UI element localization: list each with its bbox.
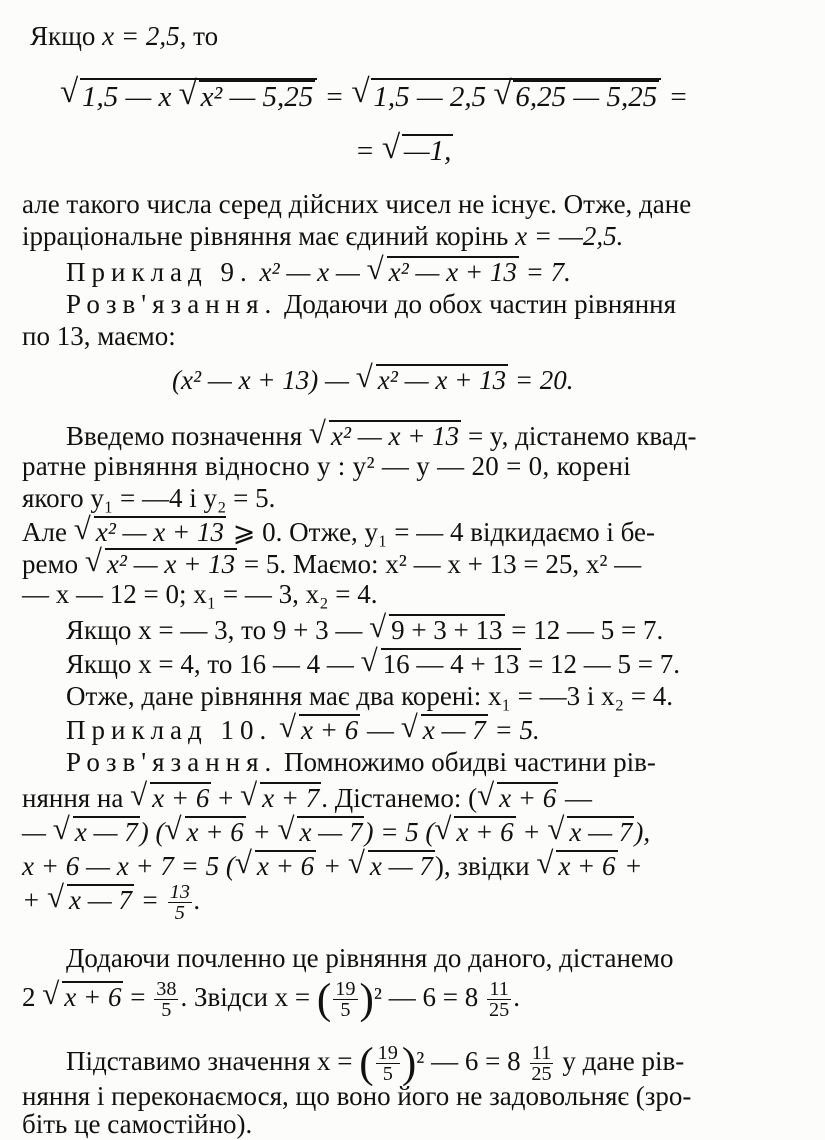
math: = bbox=[355, 135, 375, 167]
numerator: 11 bbox=[531, 1042, 552, 1065]
line-12: якого y₁ = —4 і y₂ = 5. bbox=[22, 483, 276, 513]
radical: √ x + 6 bbox=[477, 777, 557, 813]
radical: √ x — 7 bbox=[400, 709, 486, 745]
solution-label: Розв'язання. bbox=[66, 289, 278, 319]
paren-open: ( bbox=[316, 976, 332, 1023]
text: Помножимо обидві частини рів- bbox=[284, 747, 656, 777]
text: = y, дістанемо квад- bbox=[467, 421, 697, 451]
math: x — 7 bbox=[68, 884, 132, 915]
line-15: — x — 12 = 0; x₁ = — 3, x₂ = 4. bbox=[22, 579, 378, 609]
math: = 5. bbox=[494, 715, 540, 745]
line-5 bbox=[22, 222, 623, 252]
math: x + 6 bbox=[558, 851, 616, 881]
fraction bbox=[376, 1043, 400, 1085]
paren-close: ) bbox=[359, 976, 374, 1023]
math: x = 2,5, bbox=[102, 21, 187, 51]
math: — bbox=[366, 715, 394, 745]
math: 1,5 — x bbox=[82, 81, 172, 113]
denominator: 5 bbox=[340, 999, 351, 1022]
radical: √ x — 7 bbox=[547, 811, 633, 847]
example-label: Приклад 9. bbox=[66, 257, 253, 287]
line-25: Додаючи почленно це рівняння до даного, дістанемо bbox=[66, 943, 674, 973]
text: няння на bbox=[22, 783, 124, 813]
math: ), bbox=[634, 817, 651, 847]
text: ремо bbox=[22, 549, 79, 579]
line-4: але такого числа серед дійсних чисел не існує. Отже, дане bbox=[22, 189, 692, 219]
math: — bbox=[565, 783, 593, 813]
fraction bbox=[487, 979, 511, 1021]
radical: √ 1,5 — 2,5 √ 6,25 — 5,25 = bbox=[351, 73, 689, 113]
math: —1, bbox=[403, 135, 452, 167]
radical: √ —1, bbox=[381, 129, 452, 167]
math: = bbox=[324, 81, 345, 113]
numerator: 19 bbox=[335, 978, 356, 1001]
line-2-formula bbox=[60, 73, 689, 114]
text: ірраціональне рівняння має єдиний корінь bbox=[22, 221, 509, 251]
math: = bbox=[140, 884, 159, 915]
fraction bbox=[154, 979, 178, 1021]
line-6-example-9 bbox=[66, 251, 571, 288]
math: x + 6 bbox=[301, 715, 359, 745]
math: x + 6 bbox=[152, 783, 210, 813]
radical: √ x + 6 bbox=[279, 709, 359, 745]
radical: √ x² — x + 13 bbox=[308, 415, 460, 451]
math: x — 7 bbox=[369, 851, 433, 881]
line-26 bbox=[22, 976, 520, 1024]
math: . bbox=[513, 981, 520, 1012]
line-11: ратне рівняння відносно y : y² — y — 20 = 0, корені bbox=[22, 451, 632, 481]
radical: √ 9 + 3 + 13 bbox=[369, 609, 503, 645]
radical: √ x + 7 bbox=[240, 777, 320, 813]
line-10 bbox=[66, 415, 697, 452]
text: Підставимо значення x = bbox=[66, 1045, 353, 1076]
radical: √ x² — x + 13 bbox=[366, 251, 517, 287]
line-19-example-10 bbox=[66, 709, 540, 746]
line-1 bbox=[30, 22, 218, 52]
text: . Звідси x = bbox=[180, 981, 311, 1012]
math: x — 7 bbox=[74, 817, 138, 847]
numerator: 13 bbox=[169, 881, 190, 903]
line-20 bbox=[66, 748, 656, 778]
text: Якщо x = — 3, то 9 + 3 — bbox=[66, 615, 363, 645]
text: Якщо x = 4, то 16 — 4 — bbox=[66, 649, 354, 679]
math: (x² — x + 13) — bbox=[172, 365, 350, 395]
math: = 7. bbox=[525, 257, 571, 287]
radical: √ x² — x + 13 bbox=[355, 359, 507, 395]
math: 6,25 — 5,25 bbox=[515, 81, 658, 113]
math: + bbox=[624, 851, 643, 881]
text: Введемо позначення bbox=[66, 421, 303, 451]
paren-close: ) bbox=[401, 1040, 417, 1087]
line-21 bbox=[22, 777, 593, 814]
numerator: 11 bbox=[489, 978, 509, 1001]
line-9-formula bbox=[172, 359, 574, 396]
numerator: 19 bbox=[377, 1042, 398, 1065]
radical: √ x² — x + 13 bbox=[73, 511, 225, 547]
solution-label: Розв'язання. bbox=[66, 747, 278, 777]
line-8: по 13, маємо: bbox=[22, 321, 176, 351]
math: x + 6 bbox=[499, 783, 557, 813]
line-14 bbox=[22, 543, 642, 580]
math: + bbox=[218, 783, 234, 813]
line-24 bbox=[22, 878, 201, 925]
denominator: 25 bbox=[531, 1063, 552, 1086]
radical: √ x + 6 bbox=[130, 777, 210, 813]
math: x + 6 bbox=[186, 817, 244, 847]
math: x — 7 bbox=[422, 715, 486, 745]
fraction bbox=[333, 979, 357, 1021]
text: = 12 — 5 = 7. bbox=[511, 615, 664, 645]
text: то bbox=[193, 21, 219, 51]
math: x² — x + 13 bbox=[330, 421, 460, 451]
math: ² — 6 = 8 bbox=[416, 1045, 521, 1076]
line-29: біть це самостійно). bbox=[22, 1109, 253, 1139]
radical: √ x + 6 bbox=[434, 811, 514, 847]
math: + bbox=[22, 884, 41, 915]
math: x² — x + 13 bbox=[388, 257, 517, 287]
text: ), звідки bbox=[434, 851, 530, 881]
math: x = —2,5. bbox=[515, 221, 624, 251]
math: x² — x + 13 bbox=[95, 517, 225, 547]
line-22 bbox=[22, 811, 651, 848]
math: 16 — 4 + 13 bbox=[382, 649, 520, 679]
math: x + 6 bbox=[64, 981, 122, 1012]
math: x + 6 bbox=[456, 817, 514, 847]
math: x² — x + 13 bbox=[377, 365, 507, 395]
radical: √ x — 7 bbox=[52, 811, 138, 847]
fraction bbox=[168, 882, 192, 924]
math: x + 7 bbox=[262, 783, 320, 813]
example-label: Приклад 10. bbox=[66, 715, 273, 745]
radical: √ x² — x + 13 bbox=[84, 543, 236, 579]
line-28: няння і переконаємося, що воно його не задовольняє (зро- bbox=[22, 1081, 692, 1111]
text: = 12 — 5 = 7. bbox=[528, 649, 681, 679]
math: x + 6 bbox=[256, 851, 315, 881]
math: ) = 5 ( bbox=[364, 817, 435, 847]
line-3-formula bbox=[355, 129, 453, 168]
radical: √ x + 6 bbox=[234, 845, 315, 881]
text: = 5. Маємо: x² — x + 13 = 25, x² — bbox=[243, 549, 642, 579]
text: ⩾ 0. Отже, y₁ = — 4 відкидаємо і бе- bbox=[232, 517, 655, 547]
radical: √ x + 6 bbox=[164, 811, 244, 847]
text: у дане рів- bbox=[562, 1045, 685, 1076]
denominator: 25 bbox=[489, 999, 510, 1022]
math: + bbox=[522, 817, 541, 847]
text: Але bbox=[22, 517, 67, 547]
radical: √ x + 6 bbox=[536, 845, 616, 881]
text: . Дістанемо: ( bbox=[321, 783, 478, 813]
paren-open: ( bbox=[359, 1040, 374, 1087]
denominator: 5 bbox=[174, 902, 185, 925]
line-13 bbox=[22, 511, 655, 548]
text: Додаючи до обох частин рівняння bbox=[284, 289, 677, 319]
radical: √ x + 6 bbox=[42, 975, 122, 1012]
math: x² — x + 13 bbox=[106, 549, 236, 579]
math: ) ( bbox=[139, 817, 165, 847]
line-16 bbox=[66, 609, 664, 646]
math: 9 + 3 + 13 bbox=[391, 615, 503, 645]
numerator: 38 bbox=[156, 978, 177, 1001]
math: x² — x — bbox=[259, 257, 360, 287]
math: = 20. bbox=[514, 365, 574, 395]
text: Якщо bbox=[30, 21, 96, 51]
math: — bbox=[22, 817, 47, 847]
line-7 bbox=[66, 290, 676, 320]
math: x — 7 bbox=[299, 817, 363, 847]
radical: √ x — 7 bbox=[46, 878, 132, 915]
math: . bbox=[193, 884, 201, 915]
line-18: Отже, дане рівняння має два корені: x₁ = —3 і x₂ = 4. bbox=[66, 681, 674, 711]
denominator: 5 bbox=[161, 999, 172, 1022]
math: x + 6 — x + 7 = 5 ( bbox=[22, 851, 235, 881]
radical: √ x — 7 bbox=[277, 811, 363, 847]
radical: √ 1,5 — x √ x² — 5,25 = √ 1,5 — 2,5 √ 6,25 — 5,25 = bbox=[60, 73, 689, 113]
math: = bbox=[668, 81, 689, 113]
math: x — 7 bbox=[569, 817, 633, 847]
math: ² — 6 = 8 bbox=[373, 981, 479, 1012]
radical: √ 16 — 4 + 13 bbox=[360, 643, 520, 679]
denominator: 5 bbox=[382, 1063, 393, 1086]
math: x² — 5,25 bbox=[200, 81, 314, 113]
math: 1,5 — 2,5 bbox=[373, 81, 487, 113]
line-17 bbox=[66, 643, 681, 680]
line-23 bbox=[22, 845, 643, 882]
math: + bbox=[322, 851, 342, 881]
math: 2 bbox=[22, 981, 36, 1012]
math: + bbox=[252, 817, 271, 847]
radical: √ x — 7 bbox=[347, 845, 433, 881]
fraction bbox=[529, 1043, 553, 1085]
math: = bbox=[130, 981, 146, 1012]
